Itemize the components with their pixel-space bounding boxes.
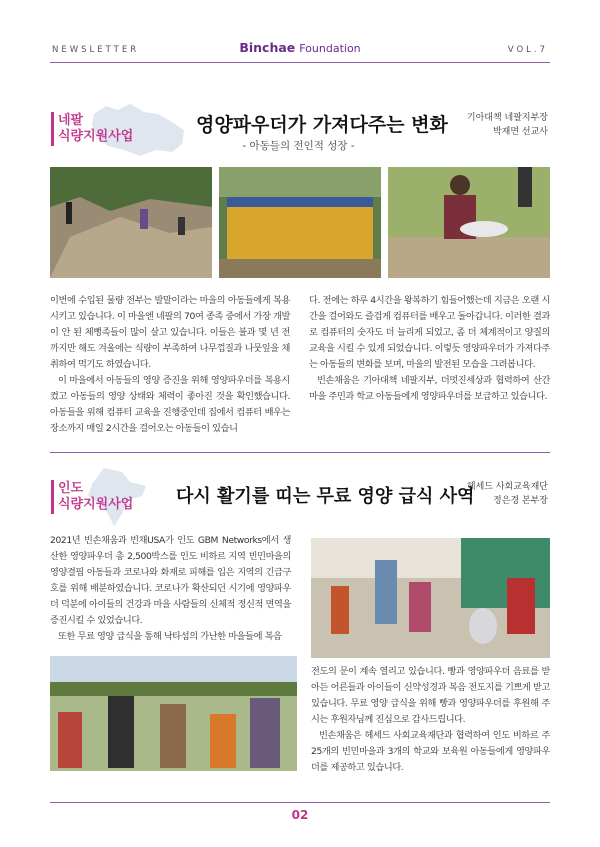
india-author: [467, 480, 548, 508]
india-paragraph: 2021년 빈손채움과 빈채USA가 인도 GBM Networks에서 생산한 영양파우더 총 2,500박스를 인도 비하르 지역 빈민마을의 영양결핍 아동들과 코로나와 화재로 피해를 입은 지역의 긴급구호를 위해 배분하였습니다. 코로나가 확산되던 시기에 영양파우더 덕분에 아이들의 건강과 마을 사람들의 신체적 정신적 면역을 증진시킬 수 있었습니다.: [50, 535, 291, 626]
india-column-left: [50, 533, 291, 645]
nepal-label-bar: [51, 112, 54, 146]
india-paragraph: 또한 무료 영양 급식을 통해 낙타섬의 가난한 마을들에 복음: [58, 631, 282, 642]
india-project: 식량지원사업: [58, 497, 134, 512]
section-divider: [50, 452, 550, 453]
newsletter-label: NEWSLETTER: [52, 45, 140, 55]
nepal-paragraph: 이 마을에서 아동들의 영양 증진을 위해 영양파우더를 복용시켰고 아동들의 영양 상태와 체력이 좋아진 것을 확인했습니다. 아동들을 위해 컴퓨터 교육을 진행중인데 집에서 컴퓨터 배우는 장소까지 매일 2시간을 걸어오는 아동들이 있습니: [50, 375, 290, 434]
nepal-photo-hiking: [50, 167, 212, 278]
nepal-paragraph: 빈손채움은 기아대책 네팔지부, 더멋진세상과 협력하여 산간마을 주민과 학교 아동들에게 영양파우더를 보급하고 있습니다.: [309, 375, 550, 402]
india-paragraph: 전도의 문이 계속 열리고 있습니다. 빵과 영양파우더 음료를 받아든 어른들과 아이들이 신약성경과 복음 전도지를 기쁘게 받고 있습니다. 무료 영양 급식을 위해 빵과 영양파우더를 후원해 주시는 후원자님께 진심으로 감사드립니다.: [311, 666, 550, 725]
india-section-label: [58, 481, 133, 513]
india-country: 인도: [58, 481, 84, 496]
header-divider: [50, 62, 550, 63]
india-photo-children-drinking: [50, 656, 297, 771]
nepal-country: 네팔: [58, 113, 84, 128]
nepal-article-title: 영양파우더가 가져다주는 변화: [196, 114, 448, 136]
nepal-project: 식량지원사업: [58, 129, 134, 144]
nepal-column-right: [309, 293, 550, 405]
nepal-paragraph: 이번에 수입된 물량 전부는 발말이라는 마을의 아동들에게 복용시키고 있습니다. 이 마을엔 네팔의 70여 종족 중에서 가장 개발이 안 된 체뻥족들이 많이 살고 있습니다. 이들은 불과 몇 년 전까지만 해도 겨울에는 식량이 부족하여 나무껍질과 나뭇잎을 채취하여 먹기도 하였습니다.: [50, 295, 290, 370]
nepal-article-subtitle: - 아동들의 전인적 성장 -: [242, 140, 355, 152]
nepal-column-left: [50, 293, 290, 437]
india-label-bar: [51, 480, 54, 514]
nepal-paragraph: 다. 전에는 하루 4시간을 왕복하기 힘들어했는데 지금은 오랜 시간을 걸어와도 즐겁게 컴퓨터를 배우고 돌아갑니다. 이러한 결과로 컴퓨터의 숫자도 더 늘리게 되었고, 좀 더 체계적이고 양질의 교육을 시킬 수 있게 되었습니다. 이렇듯 영양파우더가 가져다주는 아동들의 변화를 보며, 마을의 발전된 모습을 그려봅니다.: [309, 295, 550, 370]
nepal-author-name: 박재면 선교사: [492, 127, 548, 137]
brand-foundation: Foundation: [299, 42, 361, 55]
nepal-section-label: [58, 113, 133, 145]
india-author-title: 헤세드 사회교육재단: [466, 482, 548, 492]
india-column-right: [311, 664, 550, 776]
page-number: 02: [291, 808, 309, 822]
india-paragraph: 빈손채움은 헤세드 사회교육재단과 협력하여 인도 비하르 주 25개의 빈민마을과 3개의 학교와 보육원 아동들에게 영양파우더를 제공하고 있습니다.: [311, 730, 550, 773]
nepal-author: [467, 111, 548, 139]
volume-label: VOL.7: [507, 45, 548, 55]
india-article-title: 다시 활기를 띠는 무료 영양 급식 사역: [176, 486, 475, 507]
india-author-name: 정은경 본부장: [492, 496, 548, 506]
nepal-photo-child-bowl: [388, 167, 550, 278]
nepal-photo-group: [219, 167, 381, 278]
brand-name: Binchae: [239, 40, 296, 55]
nepal-author-title: 기아대책 네팔지부장: [466, 113, 548, 123]
footer-divider: [50, 802, 550, 803]
india-photo-food-distribution: [311, 538, 550, 658]
